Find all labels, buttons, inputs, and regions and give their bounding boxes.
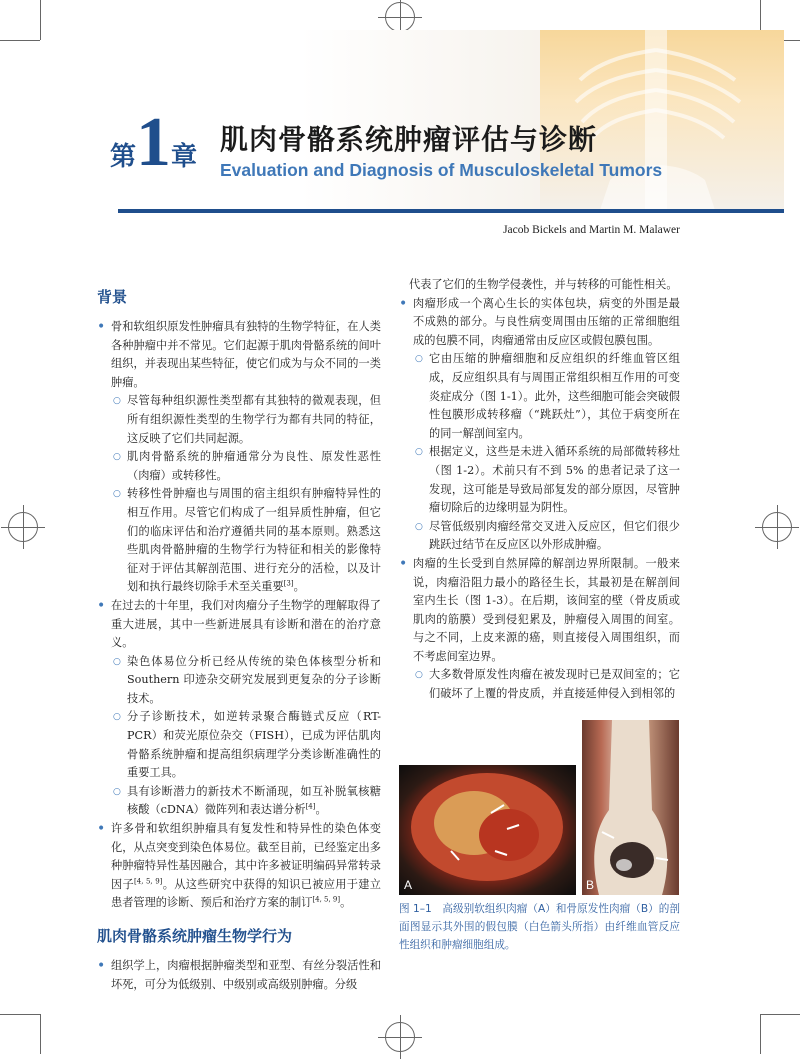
left-column xyxy=(97,286,381,994)
sub-bullet-paragraph: ○ 大多数骨原发性肉瘤在被发现时已是双间室的；它们破坏了上覆的骨皮质，并直接延伸侵入到相邻的 xyxy=(399,666,680,703)
bullet-paragraph: • 骨和软组织原发性肿瘤具有独特的生物学特征，在人类各种肿瘤中并不常见。它们起源于肌肉骨骼系统的间叶组织，并表现出某些特征，使它们成为与众不同的一类肿瘤。 xyxy=(97,318,381,392)
figure-caption: 图 1–1 高级别软组织肉瘤（A）和骨原发性肉瘤（B）的剖面图显示其外围的假包膜（白色箭头所指）由纤维血管反应性组织和肿瘤细胞组成。 xyxy=(399,903,680,951)
section-heading-biology: 肌肉骨骼系统肿瘤生物学行为 xyxy=(97,927,293,945)
bullet-paragraph: • 肉瘤的生长受到自然屏障的解剖边界所限制。一般来说，肉瘤沿阻力最小的路径生长，其最初是在解剖间室内生长（图 1-3）。在后期，该间室的壁（骨皮质或肌肉的筋膜）受到侵犯累及，肿瘤侵入周围的间室。与之不同，上皮来源的癌，则直接侵入周围组织，而不考虑间室边界。 xyxy=(399,555,680,667)
crop-mark xyxy=(0,1014,40,1015)
text: 许多骨和软组织肿瘤具有复发性和特异性的染色体变化，从点突变到染色体易位。截至目前，已经鉴定出多种肿瘤特异性基因融合，其中许多被证明编码异常转录因子 xyxy=(111,822,381,891)
bullet-paragraph: • 肉瘤形成一个离心生长的实体包块，病变的外围是最不成熟的部分。与良性病变周围由压缩的正常细胞组成的包膜不同，肉瘤通常由反应区或假包膜包围。 xyxy=(399,295,680,351)
sub-bullet-paragraph xyxy=(97,783,381,820)
sub-bullet-paragraph: ○ 它由压缩的肿瘤细胞和反应组织的纤维血管区组成，反应组织具有与周围正常组织相互作用的可变炎症成分（图 1-1）。此外，这些细胞可能会突破假性包膜形成转移瘤（“跳跃灶”），其位于病变所在的同一解剖间室内。 xyxy=(399,350,680,443)
crop-mark xyxy=(0,40,40,41)
crop-mark xyxy=(760,1014,800,1015)
crop-mark xyxy=(40,0,41,40)
figure-photo-a xyxy=(399,765,576,895)
registration-mark-right xyxy=(762,512,792,542)
text: 。从这些研究中获得的知识已被应用于建立患者管理的诊断、预后和治疗方案的制订 xyxy=(111,877,381,910)
registration-mark-bottom xyxy=(385,1022,415,1052)
bullet-paragraph xyxy=(97,820,381,913)
bullet-paragraph: • 在过去的十年里，我们对肉瘤分子生物学的理解取得了重大进展，其中一些新进展具有诊断和潜在的治疗意义。 xyxy=(97,597,381,653)
crop-mark xyxy=(760,1014,761,1054)
text: 。 xyxy=(293,580,305,594)
chapter-prefix: 第 xyxy=(110,142,137,172)
chapter-suffix: 章 xyxy=(171,142,198,172)
registration-mark-top xyxy=(385,2,415,32)
sub-bullet-paragraph xyxy=(97,485,381,597)
citation: [4, 5, 9] xyxy=(312,895,341,904)
sub-bullet-paragraph: ○ 分子诊断技术，如逆转录聚合酶链式反应（RT-PCR）和荧光原位杂交（FISH），已成为评估肌肉骨骼系统肿瘤和提高组织病理学分类诊断准确性的重要工具。 xyxy=(97,708,381,782)
right-column xyxy=(399,276,680,704)
chapter-title-english: Evaluation and Diagnosis of Musculoskeletal Tumors xyxy=(220,160,663,180)
chapter-number: 1 xyxy=(136,104,172,181)
crop-mark xyxy=(40,1014,41,1054)
sub-bullet-paragraph: ○ 尽管每种组织源性类型都有其独特的微观表现，但所有组织源性类型的生物学行为都有共同的特征，这反映了它们共同起源。 xyxy=(97,392,381,448)
sub-bullet-paragraph: ○ 根据定义，这些是未进入循环系统的局部微转移灶（图 1-2）。术前只有不到 5% 的患者记录了这一发现，这可能是导致局部复发的部分原因，尽管肿瘤切除后的边缘明显为阴性。 xyxy=(399,443,680,517)
text: 转移性骨肿瘤也与周围的宿主组织有肿瘤特异性的相互作用。尽管它们构成了一组异质性肿瘤，但它们的临床评估和治疗遵循共同的基本原则。熟悉这些肌肉骨骼肿瘤的生物学行为特征和相关的影像特征对于评估其解剖范围、进行充分的活检，以及计划和执行最终切除手术至关重要 xyxy=(127,487,381,594)
sub-bullet-paragraph: ○ 肌肉骨骼系统的肿瘤通常分为良性、原发性恶性（肉瘤）或转移性。 xyxy=(97,448,381,485)
sub-bullet-paragraph: ○ 尽管低级别肉瘤经常交叉进入反应区，但它们很少跳跃过结节在反应区以外形成肿瘤。 xyxy=(399,518,680,555)
text: 。 xyxy=(340,896,352,910)
chapter-label xyxy=(110,104,198,181)
authors: Jacob Bickels and Martin M. Malawer xyxy=(503,224,680,236)
registration-mark-left xyxy=(8,512,38,542)
citation: [4, 5, 9] xyxy=(134,877,163,886)
header-rule xyxy=(118,209,784,213)
citation: [3] xyxy=(283,579,294,588)
citation: [4] xyxy=(305,802,316,811)
continued-paragraph: 代表了它们的生物学侵袭性，并与转移的可能性相关。 xyxy=(409,278,678,291)
chapter-title-chinese: 肌肉骨骼系统肿瘤评估与诊断 xyxy=(220,123,598,156)
section-heading-background: 背景 xyxy=(97,288,128,306)
text: 具有诊断潜力的新技术不断涌现，如互补脱氧核糖核酸（cDNA）微阵列和表达谱分析 xyxy=(127,784,381,817)
figure-photo-b xyxy=(582,720,679,895)
text: 。 xyxy=(315,803,327,817)
sub-bullet-paragraph: ○ 染色体易位分析已经从传统的染色体核型分析和Southern 印迹杂交研究发展到更复杂的分子诊断技术。 xyxy=(97,653,381,709)
figure-label-a: A xyxy=(404,878,413,892)
figure-label-b: B xyxy=(586,878,595,892)
bullet-paragraph: • 组织学上，肉瘤根据肿瘤类型和亚型、有丝分裂活性和坏死，可分为低级别、中级别或高级别肿瘤。分级 xyxy=(97,957,381,994)
